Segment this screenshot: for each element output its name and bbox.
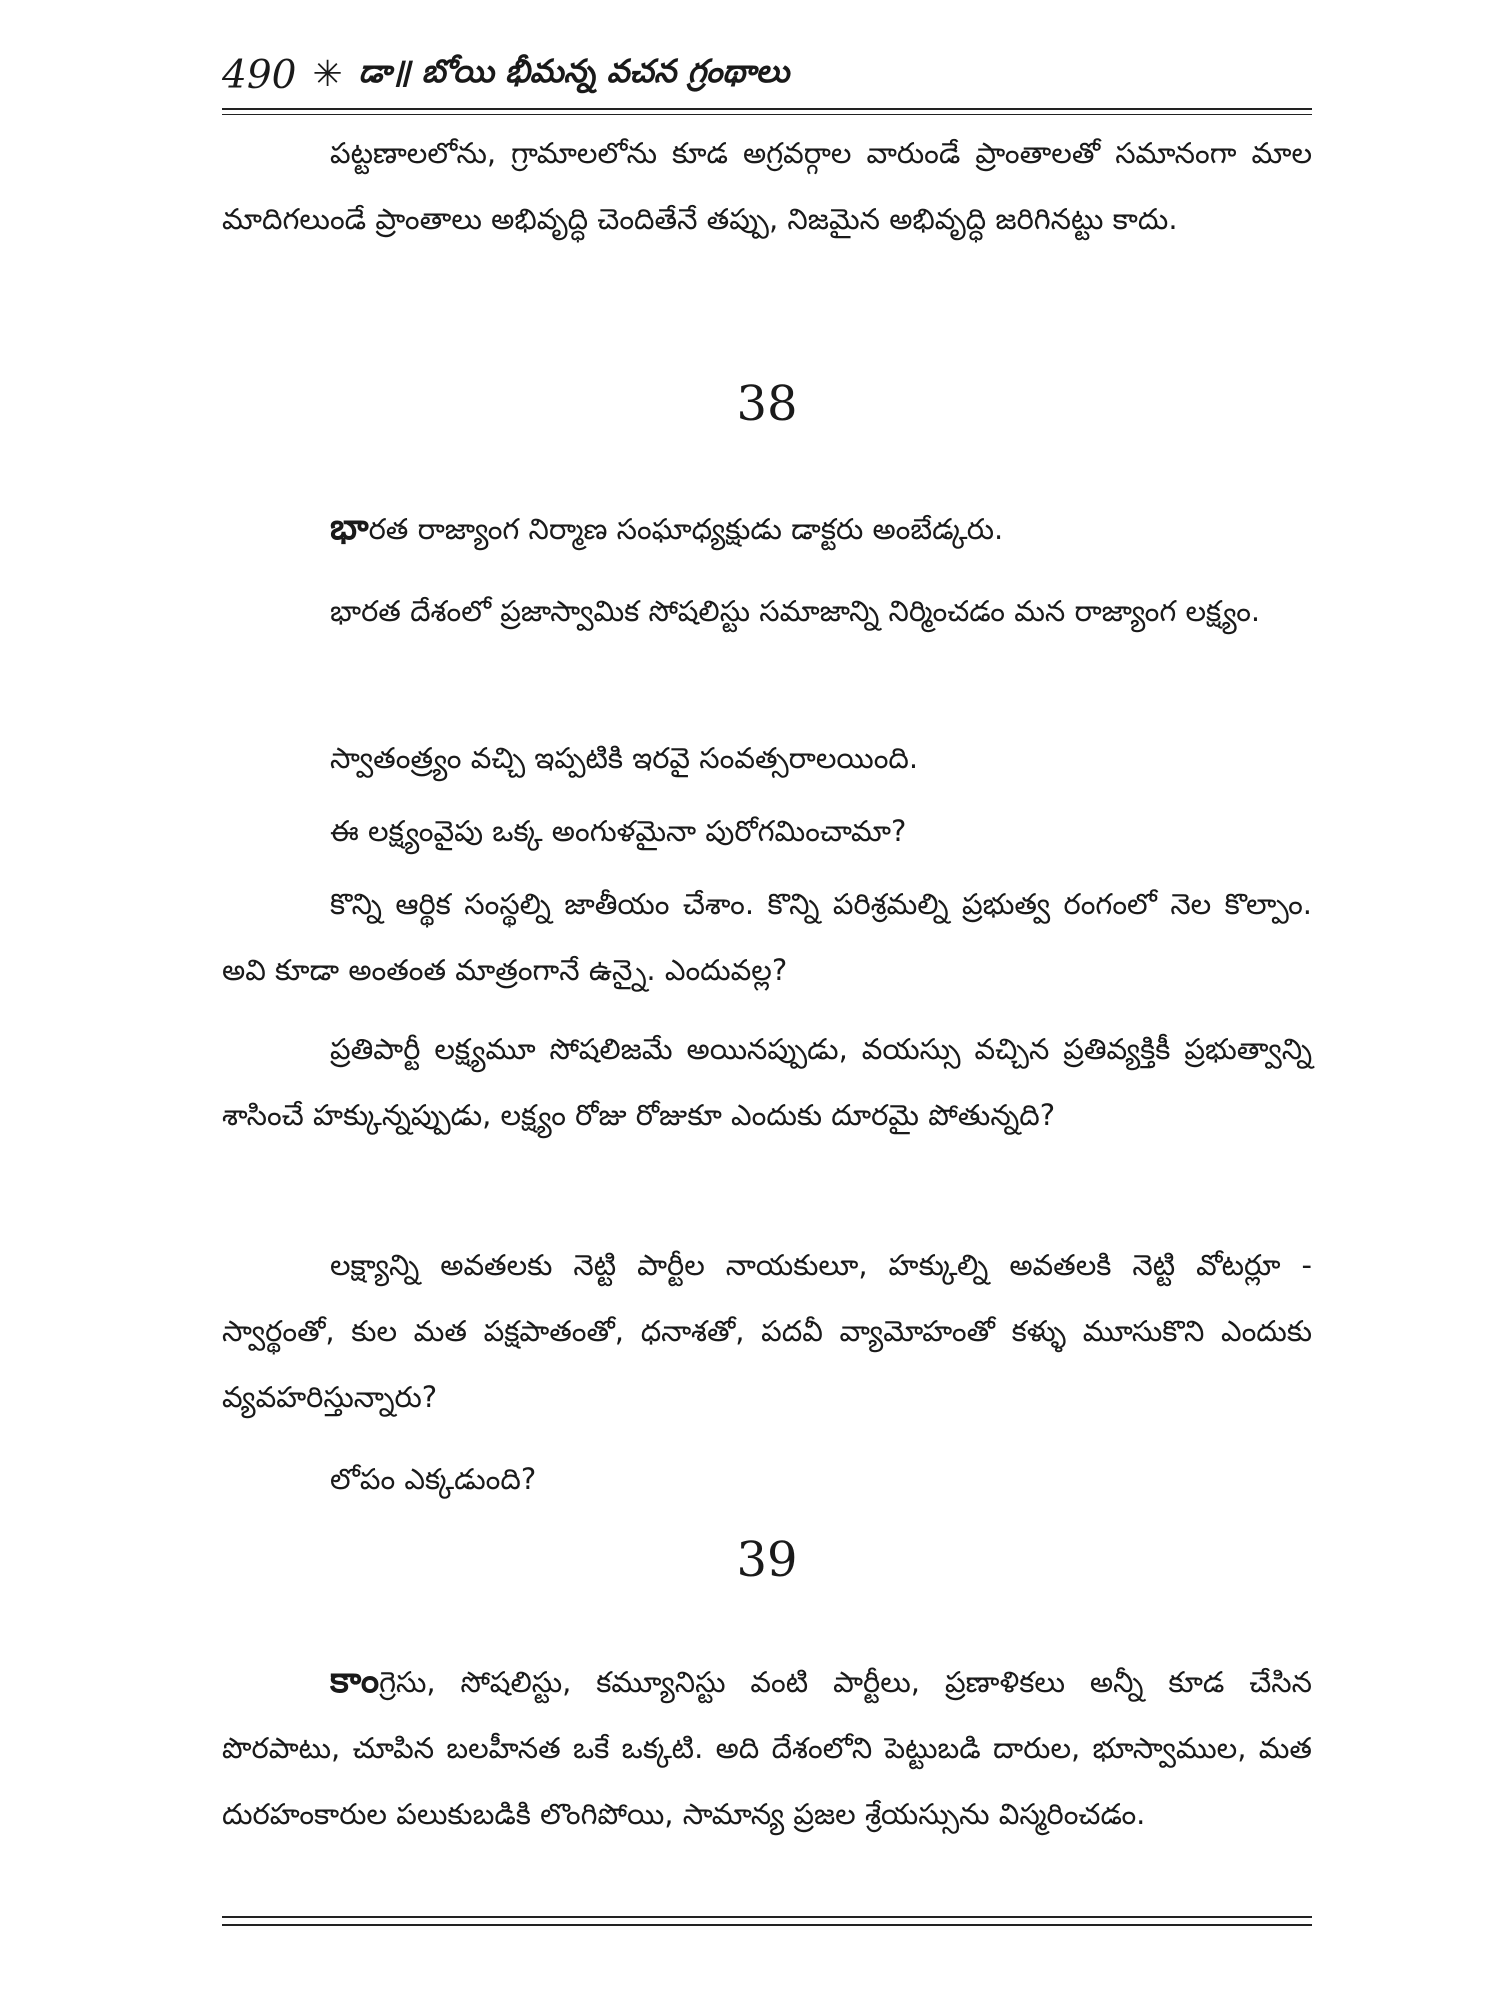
running-header bbox=[222, 50, 1312, 100]
paragraph bbox=[222, 495, 1312, 562]
paragraph-text: రత రాజ్యాంగ నిర్మాణ సంఘాధ్యక్షుడు డాక్టరు అంబేడ్కరు. bbox=[368, 512, 1004, 546]
footer-rule bbox=[222, 1916, 1312, 1926]
paragraph: కొన్ని ఆర్థిక సంస్థల్ని జాతీయం చేశాం. కొన్ని పరిశ్రమల్ని ప్రభుత్వ రంగంలో నెల కొల్పాం. అవి కూడా అంతంత మాత్రంగానే ఉన్నై. ఎందువల్ల? bbox=[222, 887, 1312, 987]
running-title: డా॥ బోయి భీమన్న వచన గ్రంథాలు bbox=[358, 52, 790, 90]
paragraph: భారత దేశంలో ప్రజాస్వామిక సోషలిస్టు సమాజాన్ని నిర్మించడం మన రాజ్యాంగ లక్ష్యం. bbox=[330, 594, 1261, 628]
paragraph: లోపం ఎక్కడుంది? bbox=[330, 1462, 537, 1496]
paragraph: లక్ష్యాన్ని అవతలకు నెట్టి పార్టీల నాయకులూ, హక్కుల్ని అవతలకి నెట్టి వోటర్లూ - స్వార్థంతో, కుల మత పక్షపాతంతో, ధనాశతో, పదవీ వ్యామోహంతో కళ్ళు మూసుకొని ఎందుకు వ్యవహరిస్తున్నారు? bbox=[222, 1248, 1312, 1414]
section-number-39: 39 bbox=[736, 1532, 798, 1588]
asterisk-ornament-icon: ✳ bbox=[312, 54, 343, 95]
paragraph-text: గ్రెసు, సోషలిస్టు, కమ్యూనిస్టు వంటి పార్టీలు, ప్రణాళికలు అన్నీ కూడ చేసిన పొరపాటు, చూపిన బలహీనత ఒకే ఒక్కటి. అది దేశంలోని పెట్టుబడి దారుల, భూస్వాముల, మత దురహంకారుల పలుకుబడికి లొంగిపోయి, సామాన్య ప్రజల శ్రేయస్సును విస్మరించడం. bbox=[222, 1665, 1312, 1831]
page-number: 490 bbox=[222, 52, 297, 98]
lead-letter: భా bbox=[330, 507, 369, 548]
paragraph: ప్రతిపార్టీ లక్ష్యమూ సోషలిజమే అయినప్పుడు, వయస్సు వచ్చిన ప్రతివ్యక్తికీ ప్రభుత్వాన్ని శాసించే హక్కున్నప్పుడు, లక్ష్యం రోజు రోజుకూ ఎందుకు దూరమై పోతున్నది? bbox=[222, 1032, 1312, 1132]
paragraph: ఈ లక్ష్యంవైపు ఒక్క అంగుళమైనా పురోగమించామా? bbox=[330, 814, 907, 848]
lead-letter: కాం bbox=[330, 1660, 380, 1701]
paragraph: స్వాతంత్ర్యం వచ్చి ఇప్పటికి ఇరవై సంవత్సరాలయింది. bbox=[330, 741, 919, 775]
paragraph bbox=[222, 1648, 1312, 1847]
paragraph: పట్టణాలలోను, గ్రామాలలోను కూడ అగ్రవర్గాల వారుండే ప్రాంతాలతో సమానంగా మాల మాదిగలుండే ప్రాంతాలు అభివృద్ధి చెందితేనే తప్పు, నిజమైన అభివృద్ధి జరిగినట్టు కాదు. bbox=[222, 136, 1312, 236]
header-rule bbox=[222, 108, 1312, 115]
section-number-38: 38 bbox=[736, 376, 798, 432]
